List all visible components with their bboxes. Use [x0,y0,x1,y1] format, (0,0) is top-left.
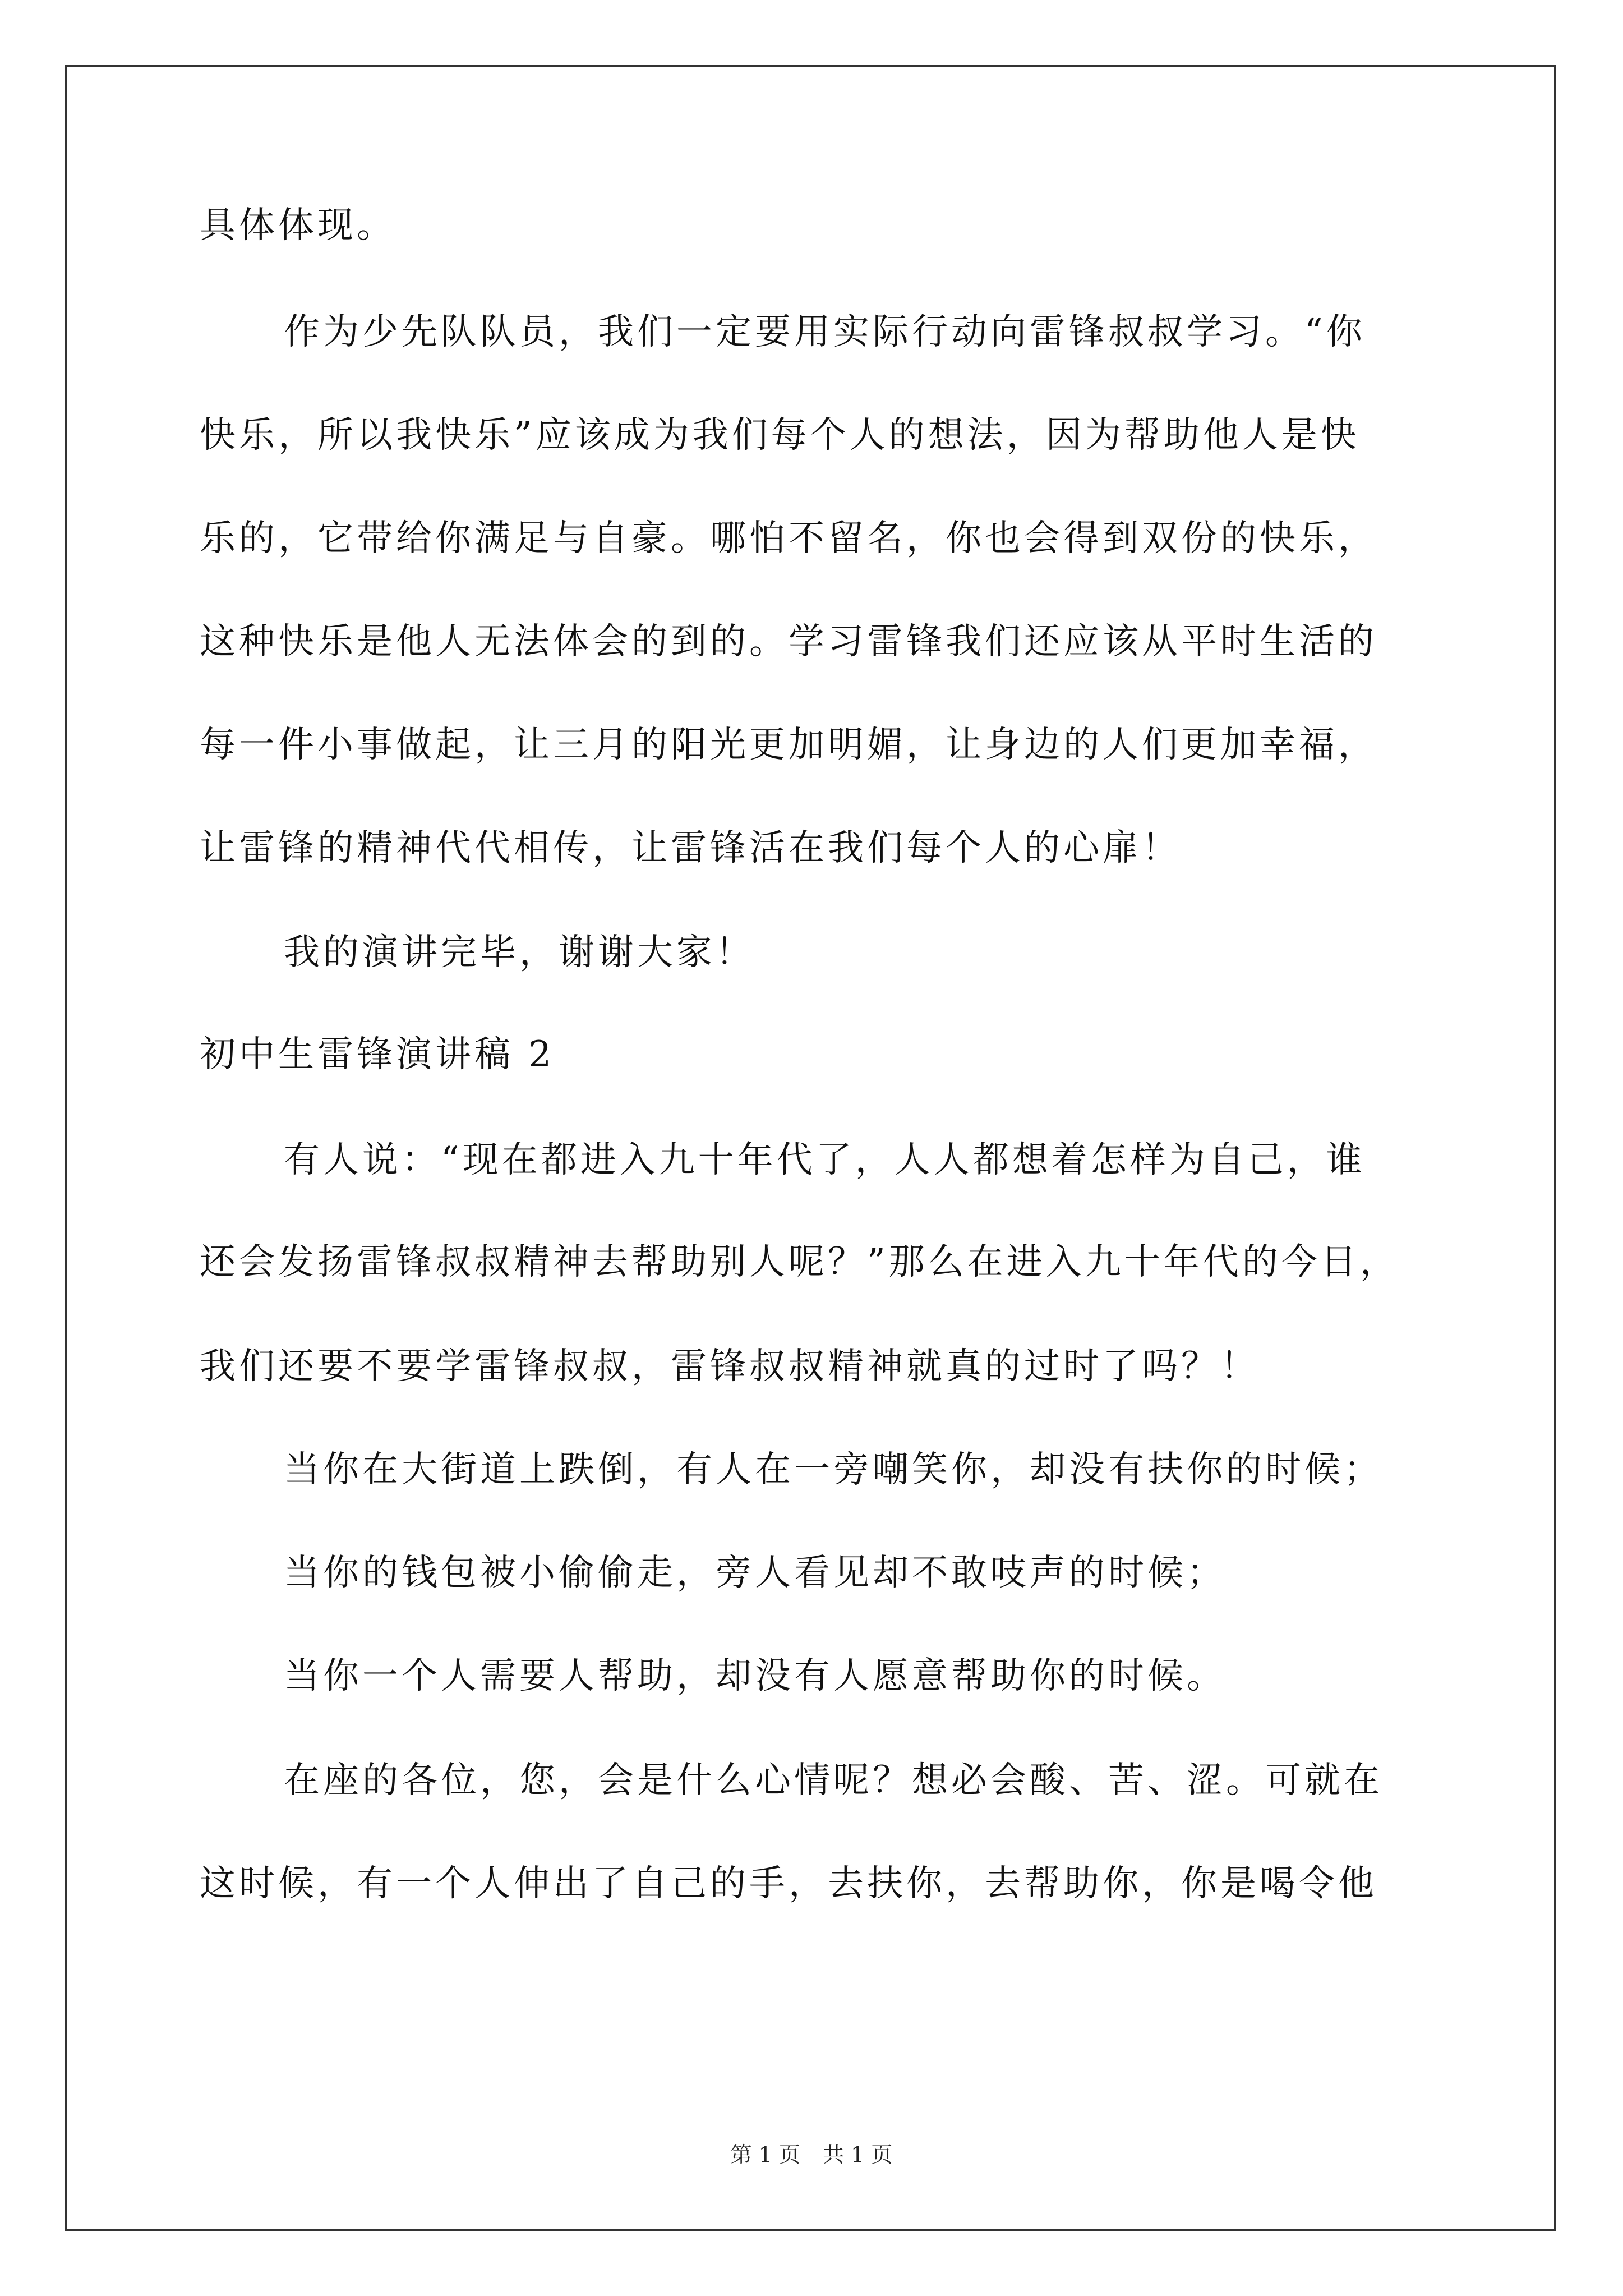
paragraph-start: 当你的钱包被小偷偷走，旁人看见却不敢吱声的时候； [284,1552,1226,1594]
page-footer [0,2137,1623,2168]
paragraph-start: 作为少先队队员，我们一定要用实际行动向雷锋叔叔学习。“你 [284,311,1366,353]
section-heading: 初中生雷锋演讲稿 2 [200,1034,555,1075]
paragraph-start: 有人说：“现在都进入九十年代了，人人都想着怎样为自己，谁 [284,1139,1366,1181]
text-line: 还会发扬雷锋叔叔精神去帮助别人呢？”那么在进入九十年代的今日， [200,1241,1399,1283]
paragraph-start: 在座的各位，您，会是什么心情呢？想必会酸、苦、涩。可就在 [284,1760,1383,1801]
page-number: 第 1 页 [730,2142,800,2167]
page-total: 共 1 页 [823,2142,893,2167]
text-line: 快乐，所以我快乐”应该成为我们每个人的想法，因为帮助他人是快 [200,415,1360,456]
text-line: 每一件小事做起，让三月的阳光更加明媚，让身边的人们更加幸福， [200,724,1377,766]
text-line: 乐的，它带给你满足与自豪。哪怕不留名，你也会得到双份的快乐， [200,518,1377,559]
closing-line: 我的演讲完毕，谢谢大家！ [284,932,755,973]
text-line: 具体体现。 [200,205,396,246]
paragraph-start: 当你在大街道上跌倒，有人在一旁嘲笑你，却没有扶你的时候； [284,1449,1383,1490]
text-line: 这种快乐是他人无法体会的到的。学习雷锋我们还应该从平时生活的 [200,621,1377,662]
text-line: 这时候，有一个人伸出了自己的手，去扶你，去帮助你，你是喝令他 [200,1863,1377,1904]
text-line: 我们还要不要学雷锋叔叔，雷锋叔叔精神就真的过时了吗？！ [200,1346,1260,1387]
text-line: 让雷锋的精神代代相传，让雷锋活在我们每个人的心扉！ [200,827,1181,869]
paragraph-start: 当你一个人需要人帮助，却没有人愿意帮助你的时候。 [284,1655,1226,1697]
